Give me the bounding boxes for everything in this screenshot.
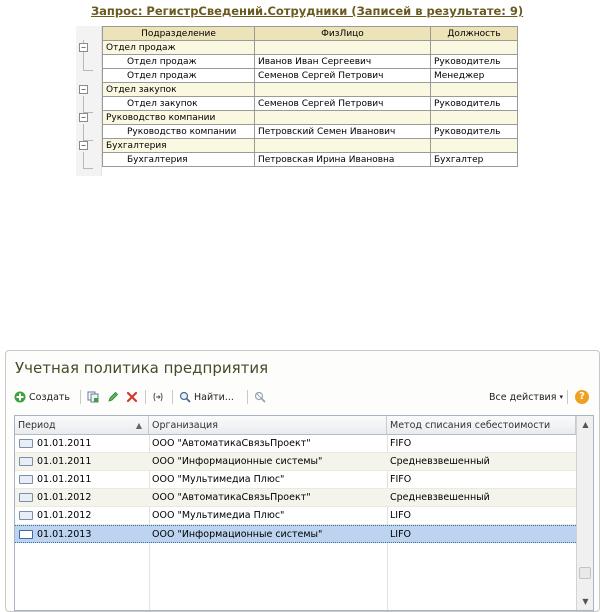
report-table [102, 26, 518, 167]
cell-period: 01.01.2012 [37, 492, 92, 503]
record-icon [19, 493, 33, 502]
cell-department: Отдел продаж [103, 69, 255, 83]
cell-department: Руководство компании [103, 111, 255, 125]
column-header-person: ФизЛицо [255, 27, 431, 41]
cell-position: Бухгалтер [431, 153, 518, 167]
record-icon [19, 439, 33, 448]
dropdown-arrow-icon: ▾ [559, 393, 563, 401]
column-header-period[interactable] [15, 416, 149, 435]
accounting-policy-form [5, 350, 600, 612]
table-row[interactable] [15, 471, 576, 489]
delete-button[interactable] [126, 387, 141, 407]
cell-method: LIFO [390, 510, 412, 521]
cell-person: Петровская Ирина Ивановна [255, 153, 431, 167]
cell-department: Отдел закупок [103, 97, 255, 111]
report-group-row[interactable] [103, 139, 518, 153]
copy-button[interactable] [87, 387, 102, 407]
cell-department: Бухгалтерия [103, 139, 255, 153]
report-row[interactable] [103, 125, 518, 139]
delete-x-icon [126, 391, 138, 403]
column-header-method[interactable]: Метод списания себестоимости [387, 416, 576, 435]
toolbar-separator [80, 390, 81, 404]
record-icon [19, 530, 33, 539]
cell-person [255, 111, 431, 125]
report-group-row[interactable] [103, 83, 518, 97]
cell-method: Средневзвешенный [390, 492, 490, 503]
cell-position: Менеджер [431, 69, 518, 83]
tree-line [83, 124, 84, 141]
table-row[interactable] [15, 435, 576, 453]
cell-person: Семенов Сергей Петрович [255, 69, 431, 83]
cell-department: Бухгалтерия [103, 153, 255, 167]
pencil-icon [107, 391, 119, 403]
vertical-scrollbar[interactable] [576, 416, 593, 610]
cell-position [431, 111, 518, 125]
cell-department: Отдел продаж [103, 55, 255, 69]
cell-person [255, 83, 431, 97]
cell-organization: ООО "Информационные системы" [152, 529, 323, 540]
cancel-search-button[interactable] [254, 387, 269, 407]
cell-person: Иванов Иван Сергеевич [255, 55, 431, 69]
all-actions-label: Все действия [489, 391, 557, 403]
find-button-label: Найти... [194, 391, 234, 403]
cell-person: Семенов Сергей Петрович [255, 97, 431, 111]
toolbar-separator [172, 390, 173, 404]
tree-line [83, 96, 84, 113]
cell-position [431, 41, 518, 55]
cell-method: LIFO [390, 529, 412, 540]
cell-period: 01.01.2011 [37, 456, 92, 467]
column-header-department: Подразделение [103, 27, 255, 41]
record-icon [19, 475, 33, 484]
collapse-toggle-icon[interactable]: − [79, 85, 88, 94]
query-builder-button[interactable] [151, 387, 168, 407]
brackets-icon [151, 391, 165, 403]
scroll-up-icon[interactable]: ▲ [582, 420, 589, 429]
help-icon: ? [575, 390, 589, 404]
report-group-row[interactable] [103, 111, 518, 125]
cell-period: 01.01.2011 [37, 474, 92, 485]
cell-department: Руководство компании [103, 125, 255, 139]
report-row[interactable] [103, 55, 518, 69]
cell-person: Петровский Семен Иванович [255, 125, 431, 139]
table-row[interactable] [15, 507, 576, 525]
toolbar-separator [145, 390, 146, 404]
cell-person [255, 139, 431, 153]
cell-method: FIFO [390, 438, 412, 449]
tree-gutter [76, 26, 102, 176]
cell-organization: ООО "Информационные системы" [152, 456, 323, 467]
column-header-organization[interactable]: Организация [149, 416, 387, 435]
cell-organization: ООО "Мультимедиа Плюс" [152, 510, 285, 521]
cell-period: 01.01.2011 [37, 438, 92, 449]
toolbar-separator [567, 390, 568, 404]
report-title: Запрос: РегистрСведений.Сотрудники (Записей в результате: 9) [91, 4, 524, 18]
all-actions-menu[interactable] [489, 387, 563, 407]
magnifier-icon [179, 391, 191, 403]
edit-button[interactable] [107, 387, 122, 407]
cell-position [431, 83, 518, 97]
table-row[interactable] [15, 525, 576, 543]
report-group-row[interactable] [103, 41, 518, 55]
tree-line [83, 152, 84, 169]
collapse-toggle-icon[interactable]: − [79, 141, 88, 150]
cell-position: Руководитель [431, 97, 518, 111]
report-row[interactable] [103, 69, 518, 83]
query-report [76, 0, 524, 176]
column-header-position: Должность [431, 27, 518, 41]
cell-organization: ООО "АвтоматикаСвязьПроект" [152, 492, 311, 503]
scroll-thumb[interactable] [579, 567, 591, 579]
record-icon [19, 511, 33, 520]
cell-organization: ООО "АвтоматикаСвязьПроект" [152, 438, 311, 449]
find-button[interactable] [179, 387, 234, 407]
cancel-search-icon [254, 391, 266, 403]
create-button[interactable] [14, 387, 70, 407]
column-header-period-label: Период [18, 420, 56, 431]
collapse-toggle-icon[interactable]: − [79, 113, 88, 122]
report-header-row [103, 27, 518, 41]
cell-position: Руководитель [431, 125, 518, 139]
cell-department: Отдел закупок [103, 83, 255, 97]
table-row[interactable] [15, 453, 576, 471]
help-button[interactable] [575, 387, 589, 407]
create-button-label: Создать [29, 391, 71, 403]
tree-tick [83, 168, 93, 169]
form-title: Учетная политика предприятия [15, 359, 269, 377]
toolbar [14, 387, 594, 407]
sort-ascending-icon: ▲ [135, 421, 142, 430]
cell-period: 01.01.2012 [37, 510, 92, 521]
cell-position: Руководитель [431, 55, 518, 69]
cell-method: FIFO [390, 474, 412, 485]
scroll-down-icon[interactable]: ▼ [582, 597, 589, 606]
table-row[interactable] [15, 489, 576, 507]
cell-method: Средневзвешенный [390, 456, 490, 467]
cell-organization: ООО "Мультимедиа Плюс" [152, 474, 285, 485]
copy-icon [87, 391, 99, 403]
report-row[interactable] [103, 153, 518, 167]
collapse-toggle-icon[interactable]: − [79, 43, 88, 52]
report-row[interactable] [103, 97, 518, 111]
cell-department: Отдел продаж [103, 41, 255, 55]
cell-period: 01.01.2013 [37, 529, 92, 540]
toolbar-separator [247, 390, 248, 404]
tree-tick [83, 70, 93, 71]
record-icon [19, 457, 33, 466]
policy-table [14, 415, 594, 611]
plus-circle-icon [14, 391, 26, 403]
cell-position [431, 139, 518, 153]
cell-person [255, 41, 431, 55]
